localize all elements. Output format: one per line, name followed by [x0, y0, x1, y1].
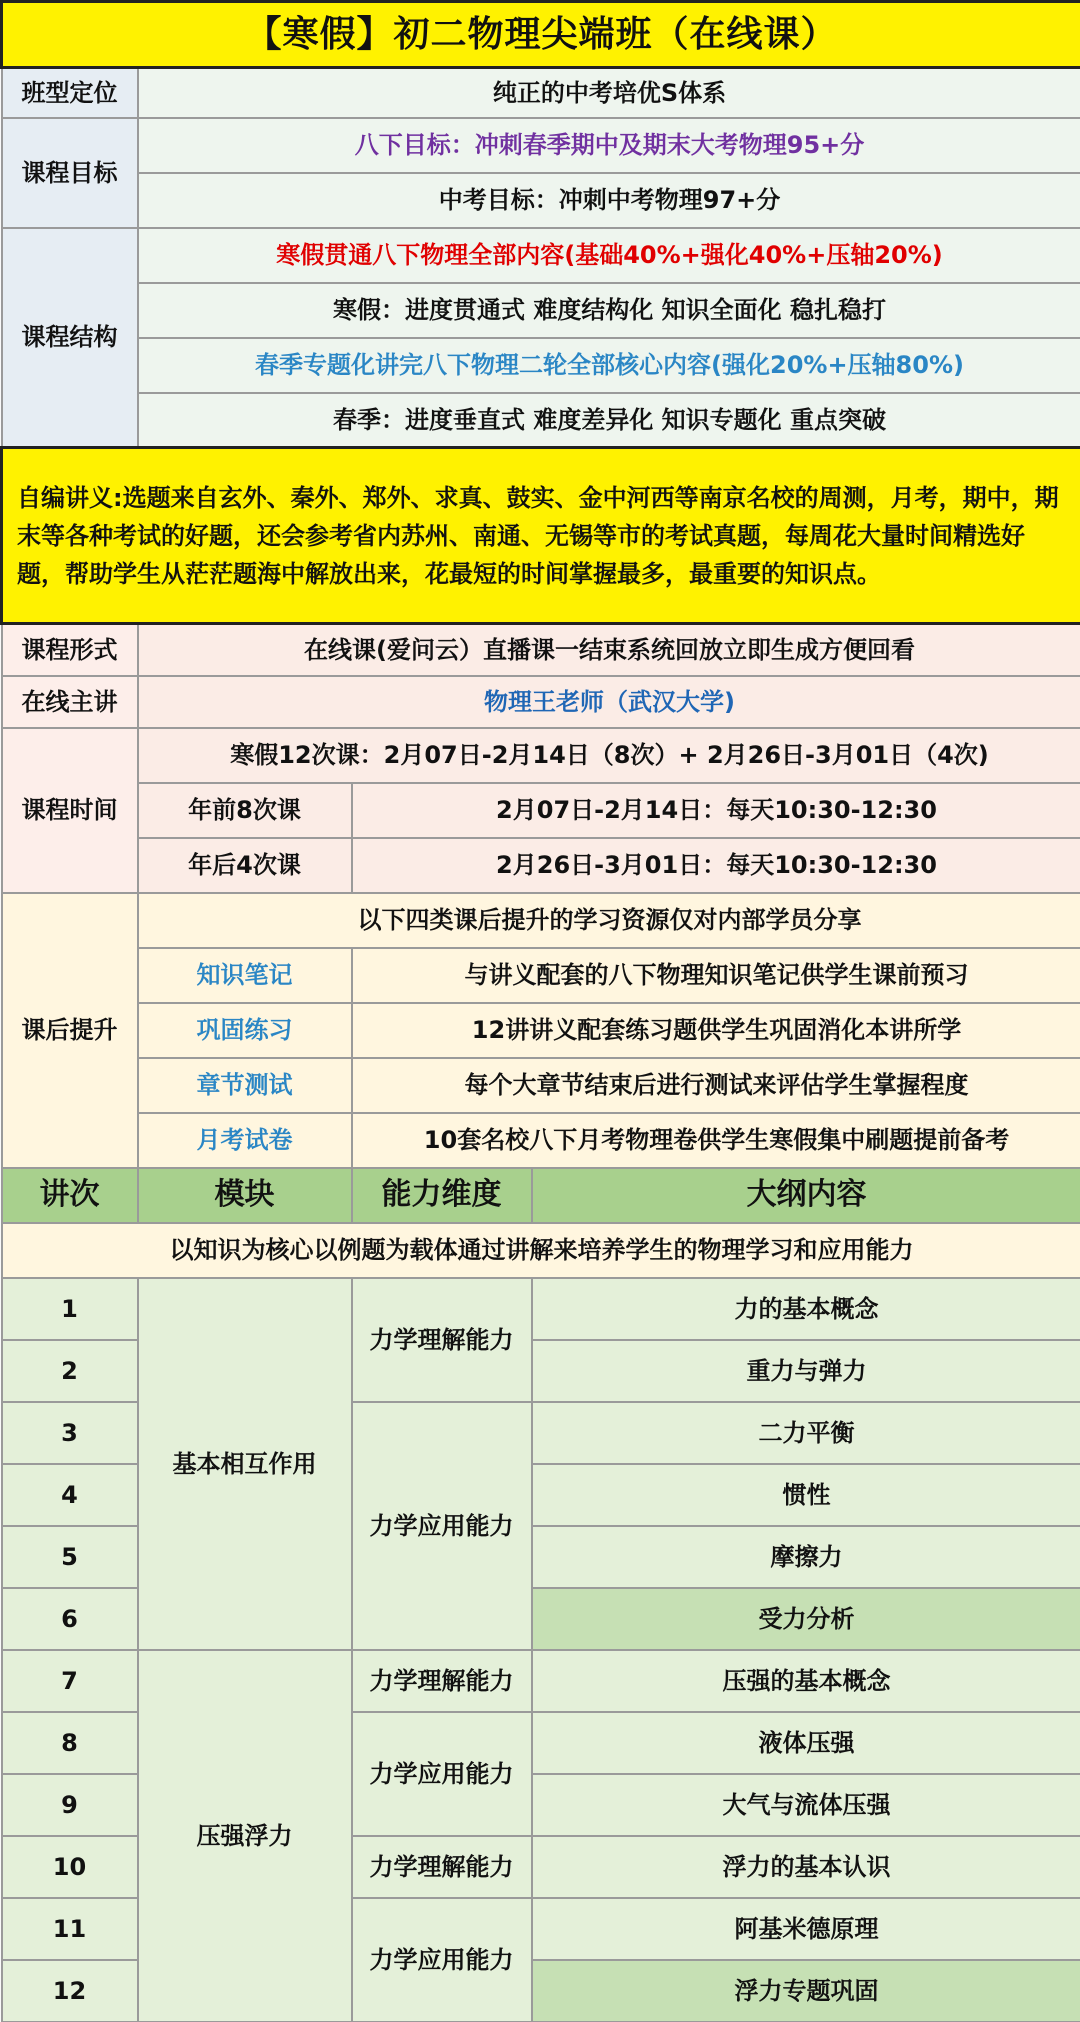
- ability-cell: 力学理解能力: [352, 1836, 532, 1898]
- structure-item: 寒假：进度贯通式 难度结构化 知识全面化 稳扎稳打: [138, 283, 1080, 338]
- ability-cell: 力学应用能力: [352, 1402, 532, 1650]
- handout-description: 自编讲义:选题来自玄外、秦外、郑外、求真、鼓实、金中河西等南京名校的周测，月考，期中，期末等各种考试的好题，还会参考省内苏州、南通、无锡等市的考试真题，每周花大量时间精选好题，帮助学生从茫茫题海中解放出来，花最短的时间掌握最多，最重要的知识点。: [2, 448, 1080, 624]
- resource-name: 月考试卷: [138, 1113, 352, 1168]
- goal-item: 八下目标：冲刺春季期中及期末大考物理95+分: [138, 118, 1080, 173]
- schedule-row-name: 年前8次课: [138, 783, 352, 838]
- lesson-topic: 浮力的基本认识: [532, 1836, 1080, 1898]
- lesson-number: 9: [2, 1774, 138, 1836]
- outline-header-lesson: 讲次: [2, 1168, 138, 1223]
- goals-label: 课程目标: [2, 118, 138, 228]
- structure-item: 春季：进度垂直式 难度差异化 知识专题化 重点突破: [138, 393, 1080, 448]
- schedule-summary: 寒假12次课：2月07日-2月14日（8次）+ 2月26日-3月01日（4次): [138, 728, 1080, 783]
- structure-label: 课程结构: [2, 228, 138, 448]
- resource-name: 巩固练习: [138, 1003, 352, 1058]
- schedule-label: 课程时间: [2, 728, 138, 893]
- lesson-topic: 压强的基本概念: [532, 1650, 1080, 1712]
- resource-desc: 10套名校八下月考物理卷供学生寒假集中刷题提前备考: [352, 1113, 1080, 1168]
- module-cell: 基本相互作用: [138, 1278, 352, 1650]
- lesson-topic: 二力平衡: [532, 1402, 1080, 1464]
- outline-header-ability: 能力维度: [352, 1168, 532, 1223]
- schedule-row-time: 2月07日-2月14日：每天10:30-12:30: [352, 783, 1080, 838]
- lesson-number: 10: [2, 1836, 138, 1898]
- lesson-topic: 阿基米德原理: [532, 1898, 1080, 1960]
- lesson-number: 8: [2, 1712, 138, 1774]
- module-cell: 压强浮力: [138, 1650, 352, 2022]
- lesson-number: 3: [2, 1402, 138, 1464]
- lesson-number: 5: [2, 1526, 138, 1588]
- outline-banner: 以知识为核心以例题为载体通过讲解来培养学生的物理学习和应用能力: [2, 1223, 1080, 1278]
- resource-name: 知识笔记: [138, 948, 352, 1003]
- lesson-topic: 惯性: [532, 1464, 1080, 1526]
- resource-name: 章节测试: [138, 1058, 352, 1113]
- schedule-row-name: 年后4次课: [138, 838, 352, 893]
- resource-desc: 每个大章节结束后进行测试来评估学生掌握程度: [352, 1058, 1080, 1113]
- after-class-label: 课后提升: [2, 893, 138, 1168]
- structure-item: 春季专题化讲完八下物理二轮全部核心内容(强化20%+压轴80%): [138, 338, 1080, 393]
- lesson-topic: 重力与弹力: [532, 1340, 1080, 1402]
- resource-desc: 12讲讲义配套练习题供学生巩固消化本讲所学: [352, 1003, 1080, 1058]
- structure-item: 寒假贯通八下物理全部内容(基础40%+强化40%+压轴20%): [138, 228, 1080, 283]
- lesson-number: 2: [2, 1340, 138, 1402]
- lesson-topic: 浮力专题巩固: [532, 1960, 1080, 2022]
- positioning-label: 班型定位: [2, 68, 138, 118]
- lesson-topic: 大气与流体压强: [532, 1774, 1080, 1836]
- lesson-number: 7: [2, 1650, 138, 1712]
- goal-item: 中考目标：冲刺中考物理97+分: [138, 173, 1080, 228]
- lesson-number: 6: [2, 1588, 138, 1650]
- ability-cell: 力学理解能力: [352, 1650, 532, 1712]
- lesson-topic: 受力分析: [532, 1588, 1080, 1650]
- lesson-number: 11: [2, 1898, 138, 1960]
- after-class-intro: 以下四类课后提升的学习资源仅对内部学员分享: [138, 893, 1080, 948]
- lesson-number: 12: [2, 1960, 138, 2022]
- lesson-topic: 摩擦力: [532, 1526, 1080, 1588]
- outline-header-module: 模块: [138, 1168, 352, 1223]
- lesson-topic: 力的基本概念: [532, 1278, 1080, 1340]
- outline-header-content: 大纲内容: [532, 1168, 1080, 1223]
- schedule-row-time: 2月26日-3月01日：每天10:30-12:30: [352, 838, 1080, 893]
- lesson-number: 4: [2, 1464, 138, 1526]
- teacher-value: 物理王老师（武汉大学): [138, 676, 1080, 728]
- positioning-value: 纯正的中考培优S体系: [138, 68, 1080, 118]
- ability-cell: 力学应用能力: [352, 1898, 532, 2022]
- teacher-label: 在线主讲: [2, 676, 138, 728]
- page-title: 【寒假】初二物理尖端班（在线课）: [2, 2, 1080, 68]
- lesson-number: 1: [2, 1278, 138, 1340]
- resource-desc: 与讲义配套的八下物理知识笔记供学生课前预习: [352, 948, 1080, 1003]
- format-label: 课程形式: [2, 624, 138, 676]
- ability-cell: 力学理解能力: [352, 1278, 532, 1402]
- format-value: 在线课(爱问云）直播课一结束系统回放立即生成方便回看: [138, 624, 1080, 676]
- lesson-topic: 液体压强: [532, 1712, 1080, 1774]
- ability-cell: 力学应用能力: [352, 1712, 532, 1836]
